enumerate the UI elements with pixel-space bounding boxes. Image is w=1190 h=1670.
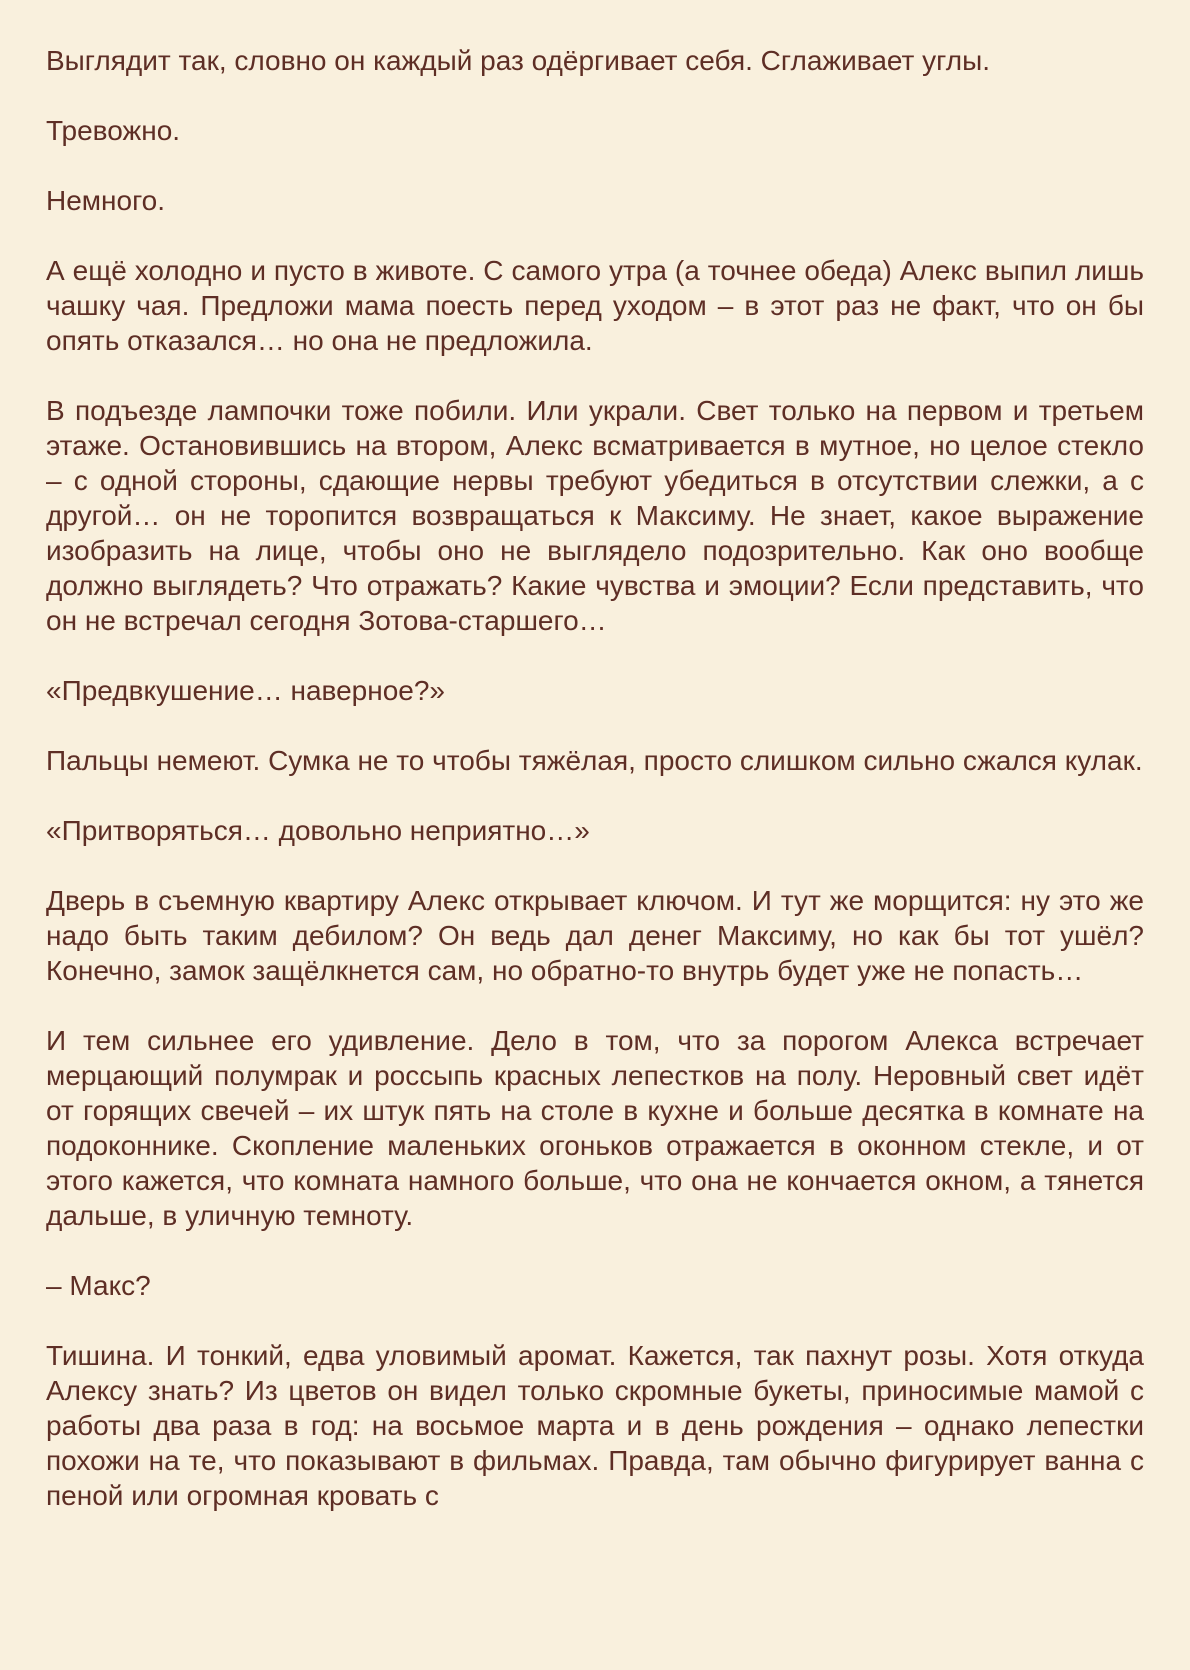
- paragraph-8: «Притворяться… довольно неприятно…»: [46, 815, 590, 846]
- paragraph-9: Дверь в съемную квартиру Алекс открывает ключом. И тут же морщится: ну это же надо быть таким дебилом? Он ведь дал денег Максиму, но как бы тот ушёл? Конечно, замок защёлкнется сам, но обратно-то внутрь будет уже не попасть…: [46, 885, 1144, 986]
- paragraph-3: Немного.: [46, 185, 166, 216]
- paragraph-5: В подъезде лампочки тоже побили. Или украли. Свет только на первом и третьем этаже. Остановившись на втором, Алекс всматривается в мутное, но целое стекло – с одной стороны, сдающие нервы требуют убедиться в отсутствии слежки, а с другой… он не торопится возвращаться к Максиму. Не знает, какое выражение изобразить на лице, чтобы оно не выглядело подозрительно. Как оно вообще должно выглядеть? Что отражать? Какие чувства и эмоции? Если представить, что он не встречал сегодня Зотова-старшего…: [46, 395, 1144, 636]
- paragraph-12: Тишина. И тонкий, едва уловимый аромат. Кажется, так пахнут розы. Хотя откуда Алексу знать? Из цветов он видел только скромные букеты, приносимые мамой с работы два раза в год: на восьмое марта и в день рождения – однако лепестки похожи на те, что показывают в фильмах. Правда, там обычно фигурирует ванна с пеной или огромная кровать с: [46, 1340, 1144, 1511]
- paragraph-4: А ещё холодно и пусто в животе. С самого утра (а точнее обеда) Алекс выпил лишь чашку чая. Предложи мама поесть перед уходом – в этот раз не факт, что он бы опять отказался… но она не предложила.: [46, 255, 1144, 356]
- paragraph-6: «Предвкушение… наверное?»: [46, 675, 445, 706]
- paragraph-7: Пальцы немеют. Сумка не то чтобы тяжёлая, просто слишком сильно сжался кулак.: [46, 745, 1143, 776]
- paragraph-10: И тем сильнее его удивление. Дело в том, что за порогом Алекса встречает мерцающий полумрак и россыпь красных лепестков на полу. Неровный свет идёт от горящих свечей – их штук пять на столе в кухне и больше десятка в комнате на подоконнике. Скопление маленьких огоньков отражается в оконном стекле, и от этого кажется, что комната намного больше, что она не кончается окном, а тянется дальше, в уличную темноту.: [46, 1025, 1144, 1231]
- paragraph-1: Выглядит так, словно он каждый раз одёргивает себя. Сглаживает углы.: [46, 45, 990, 76]
- paragraph-11: – Макс?: [46, 1270, 151, 1301]
- paragraph-2: Тревожно.: [46, 115, 181, 146]
